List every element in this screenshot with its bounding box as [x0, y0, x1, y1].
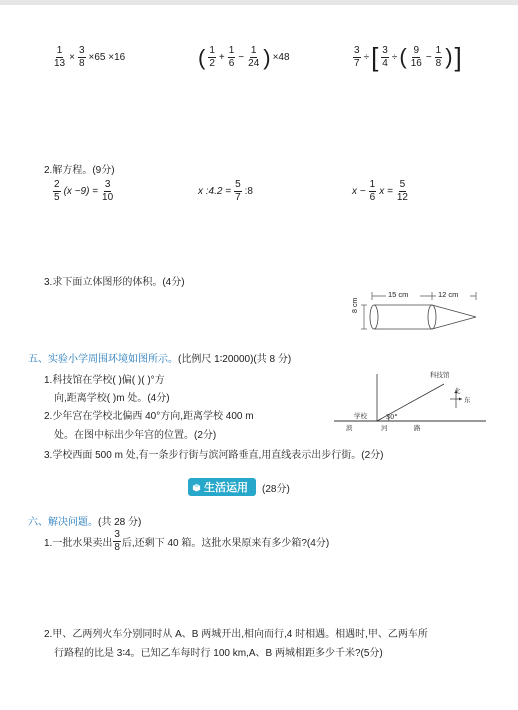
fraction: $\frac{5}{7}$ — [235, 179, 241, 203]
section-6-question-2-cont: 行路程的比是 3∶4。已知乙车每时行 100 km,A、B 两城相距多少千米?(5分) — [54, 648, 383, 659]
map-label-school: 学校 — [354, 412, 367, 420]
question-3-title: 3.求下面立体图形的体积。(4分) — [44, 277, 185, 288]
fraction: $\frac{5}{12}$ — [396, 179, 408, 203]
page-top-border — [0, 0, 518, 5]
cube-icon — [192, 483, 201, 492]
cylinder-cone-figure — [352, 286, 482, 336]
section-5-question-1: 1.科技馆在学校( )偏( )( )°方 — [44, 375, 165, 386]
fraction: $\frac{1}{24}$ — [248, 45, 260, 69]
map-label-road-2: 河 — [381, 424, 388, 432]
equation-3: x − $\frac{1}{6}$ x = $\frac{5}{12}$ — [352, 179, 408, 203]
fraction: $\frac{1}{6}$ — [369, 179, 376, 203]
dimension-label-cone: 12 cm — [438, 290, 459, 299]
section-5-question-1-cont: 向,距离学校( )m 处。(4分) — [54, 393, 170, 404]
equation-2: x :4.2 = $\frac{5}{7}$ :8 — [198, 179, 253, 203]
map-label-museum: 科技馆 — [430, 371, 450, 379]
fraction: $\frac{3}{10}$ — [102, 179, 114, 203]
section-5-question-3: 3.学校西面 500 m 处,有一条步行街与滨河路垂直,用直线表示出步行街。(2分) — [44, 450, 384, 461]
fraction: $\frac{1}{13}$ — [54, 45, 66, 69]
map-label-road-3: 路 — [414, 424, 421, 432]
section-5-title: 五、实验小学周围环境如图所示。(比例尺 1∶20000)(共 8 分) — [28, 354, 292, 365]
section-6-title: 六、解决问题。(共 28 分) — [28, 517, 142, 528]
fraction: $\frac{1}{8}$ — [435, 44, 442, 69]
map-label-east: 东 — [464, 396, 471, 404]
fraction: $\frac{1}{2}$ — [209, 45, 215, 69]
question-2-title: 2.解方程。(9分) — [44, 165, 115, 176]
calc-expression-2: ( $\frac{1}{2}$ + $\frac{1}{6}$ − $\frac{1}{24}$ ) ×48 — [198, 44, 290, 70]
fraction: $\frac{9}{16}$ — [410, 44, 422, 69]
map-figure — [334, 364, 514, 436]
fraction: $\frac{3}{4}$ — [382, 44, 388, 69]
map-label-north: 北 — [454, 387, 461, 395]
section-5-question-2: 2.少年宫在学校北偏西 40°方向,距离学校 400 m — [44, 411, 254, 422]
calc-expression-3: $\frac{3}{7}$ ÷ [ $\frac{3}{4}$ ÷ ( $\frac{9}{16}$ − $\frac{1}{8}$ ) ] — [354, 42, 462, 72]
equation-1: $\frac{2}{5}$ (x −9) = $\frac{3}{10}$ — [54, 179, 114, 203]
dimension-label-cylinder: 15 cm — [388, 290, 409, 299]
section-5-question-2-cont: 处。在图中标出少年宫的位置。(2分) — [54, 430, 217, 441]
dimension-label-height: 8 cm — [352, 297, 359, 313]
fraction: $\frac{3}{7}$ — [354, 44, 360, 69]
life-application-header — [188, 478, 290, 496]
map-label-road-1: 滨 — [346, 424, 353, 432]
life-application-banner: 生活运用 — [188, 478, 256, 496]
section-6-question-1: 1.一批水果卖出 $\frac{3}{8}$ 后,还剩下 40 箱。这批水果原来有多少箱?(4分) — [44, 529, 330, 553]
fraction: $\frac{1}{6}$ — [228, 45, 235, 69]
fraction: $\frac{2}{5}$ — [54, 179, 60, 203]
calc-expression-1: $\frac{1}{13}$ × $\frac{3}{8}$ ×65 ×16 — [54, 45, 126, 69]
life-application-points: (28分) — [262, 483, 290, 495]
fraction: $\frac{3}{8}$ — [78, 45, 85, 69]
section-6-question-2: 2.甲、乙两列火车分别同时从 A、B 两城开出,相向而行,4 时相遇。相遇时,甲、乙两车所 — [44, 629, 428, 640]
map-label-angle: 30° — [386, 413, 398, 421]
fraction: $\frac{3}{8}$ — [114, 529, 120, 553]
